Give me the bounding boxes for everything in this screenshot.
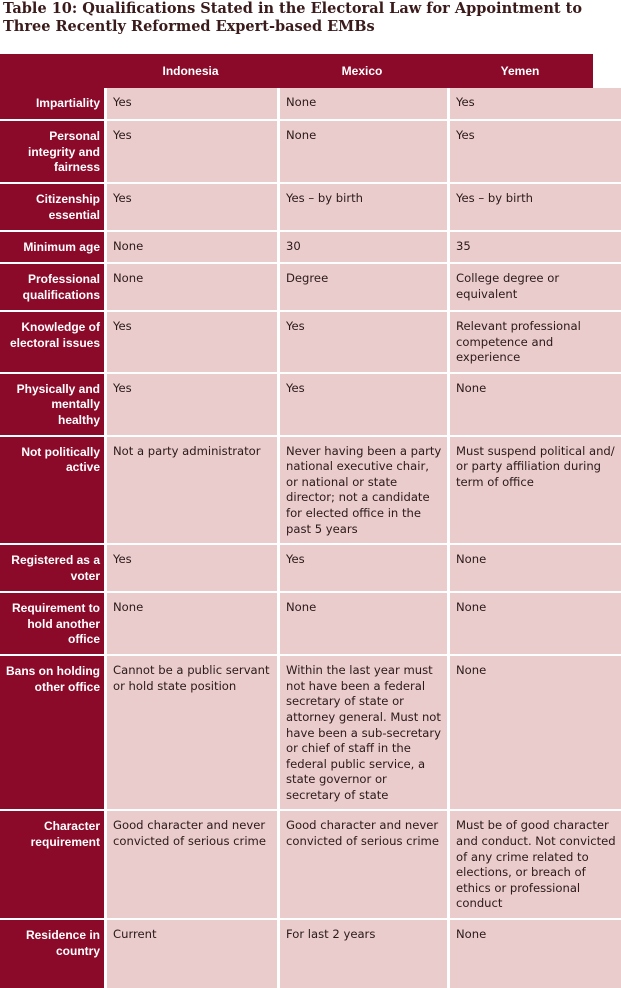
cell-yemen: Must suspend political and/ or party affiliation during term of office [447, 435, 621, 544]
table-row [0, 591, 621, 654]
row-label: Bans on holding other office [0, 654, 104, 809]
table-row [0, 262, 621, 310]
cell-indonesia: Yes [104, 88, 277, 119]
row-label: Minimum age [0, 230, 104, 262]
table-row [0, 435, 621, 544]
cell-yemen: Must be of good character and conduct. Not convicted of any crime related to elections, or breach of ethics or professional conduct [447, 809, 621, 918]
table-row [0, 809, 621, 918]
row-label: Professional qualifications [0, 262, 104, 310]
cell-yemen: Yes [447, 119, 621, 182]
cell-indonesia: Yes [104, 182, 277, 230]
row-label: Registered as a voter [0, 543, 104, 591]
cell-mexico: None [277, 88, 447, 119]
cell-yemen: 35 [447, 230, 621, 262]
row-label: Requirement to hold another office [0, 591, 104, 654]
cell-yemen: None [447, 918, 621, 988]
cell-indonesia: Current [104, 918, 277, 988]
row-label: Personal integrity and fairness [0, 119, 104, 182]
row-label: Character requirement [0, 809, 104, 918]
header-corner [0, 54, 104, 88]
cell-mexico: Yes [277, 372, 447, 435]
cell-mexico: None [277, 591, 447, 654]
table-title: Table 10: Qualifications Stated in the Electoral Law for Appointment to Three Recently Reformed Expert-based EMBs [3, 0, 583, 35]
cell-mexico: Yes [277, 310, 447, 372]
row-label: Residence in country [0, 918, 104, 988]
cell-indonesia: Not a party administrator [104, 435, 277, 544]
cell-indonesia: None [104, 591, 277, 654]
row-label: Physically and mentally healthy [0, 372, 104, 435]
cell-indonesia: None [104, 262, 277, 310]
qualifications-table [0, 54, 621, 988]
table-row [0, 230, 621, 262]
row-label: Knowledge of electoral issues [0, 310, 104, 372]
cell-yemen: None [447, 654, 621, 809]
table-row [0, 88, 621, 119]
table-row [0, 119, 621, 182]
table-row [0, 372, 621, 435]
column-header-yemen: Yemen [447, 54, 621, 88]
cell-indonesia: Yes [104, 310, 277, 372]
table-row [0, 310, 621, 372]
cell-indonesia: Good character and never convicted of serious crime [104, 809, 277, 918]
cell-yemen: None [447, 543, 621, 591]
table-row [0, 654, 621, 809]
cell-mexico: Never having been a party national executive chair, or national or state director; not a candidate for elected office in the past 5 years [277, 435, 447, 544]
cell-mexico: Yes – by birth [277, 182, 447, 230]
table-row [0, 543, 621, 591]
table-row [0, 182, 621, 230]
cell-indonesia: Yes [104, 119, 277, 182]
column-header-mexico: Mexico [277, 54, 447, 88]
cell-mexico: Within the last year must not have been a federal secretary of state or attorney general. Must not have been a sub-secretary or chief of staff in the federal public service, a state governor or secretary of state [277, 654, 447, 809]
cell-indonesia: Yes [104, 372, 277, 435]
cell-mexico: None [277, 119, 447, 182]
cell-yemen: Yes – by birth [447, 182, 621, 230]
row-label: Not politically active [0, 435, 104, 544]
cell-indonesia: Yes [104, 543, 277, 591]
cell-yemen: None [447, 372, 621, 435]
cell-yemen: None [447, 591, 621, 654]
cell-mexico: Good character and never convicted of serious crime [277, 809, 447, 918]
row-label: Citizenship essential [0, 182, 104, 230]
cell-yemen: College degree or equivalent [447, 262, 621, 310]
table-row [0, 918, 621, 988]
cell-yemen: Relevant professional competence and experience [447, 310, 621, 372]
cell-mexico: Yes [277, 543, 447, 591]
row-label: Impartiality [0, 88, 104, 119]
header-row [0, 54, 621, 88]
cell-yemen: Yes [447, 88, 621, 119]
cell-mexico: 30 [277, 230, 447, 262]
column-header-indonesia: Indonesia [104, 54, 277, 88]
cell-indonesia: None [104, 230, 277, 262]
cell-mexico: Degree [277, 262, 447, 310]
cell-mexico: For last 2 years [277, 918, 447, 988]
cell-indonesia: Cannot be a public servant or hold state position [104, 654, 277, 809]
